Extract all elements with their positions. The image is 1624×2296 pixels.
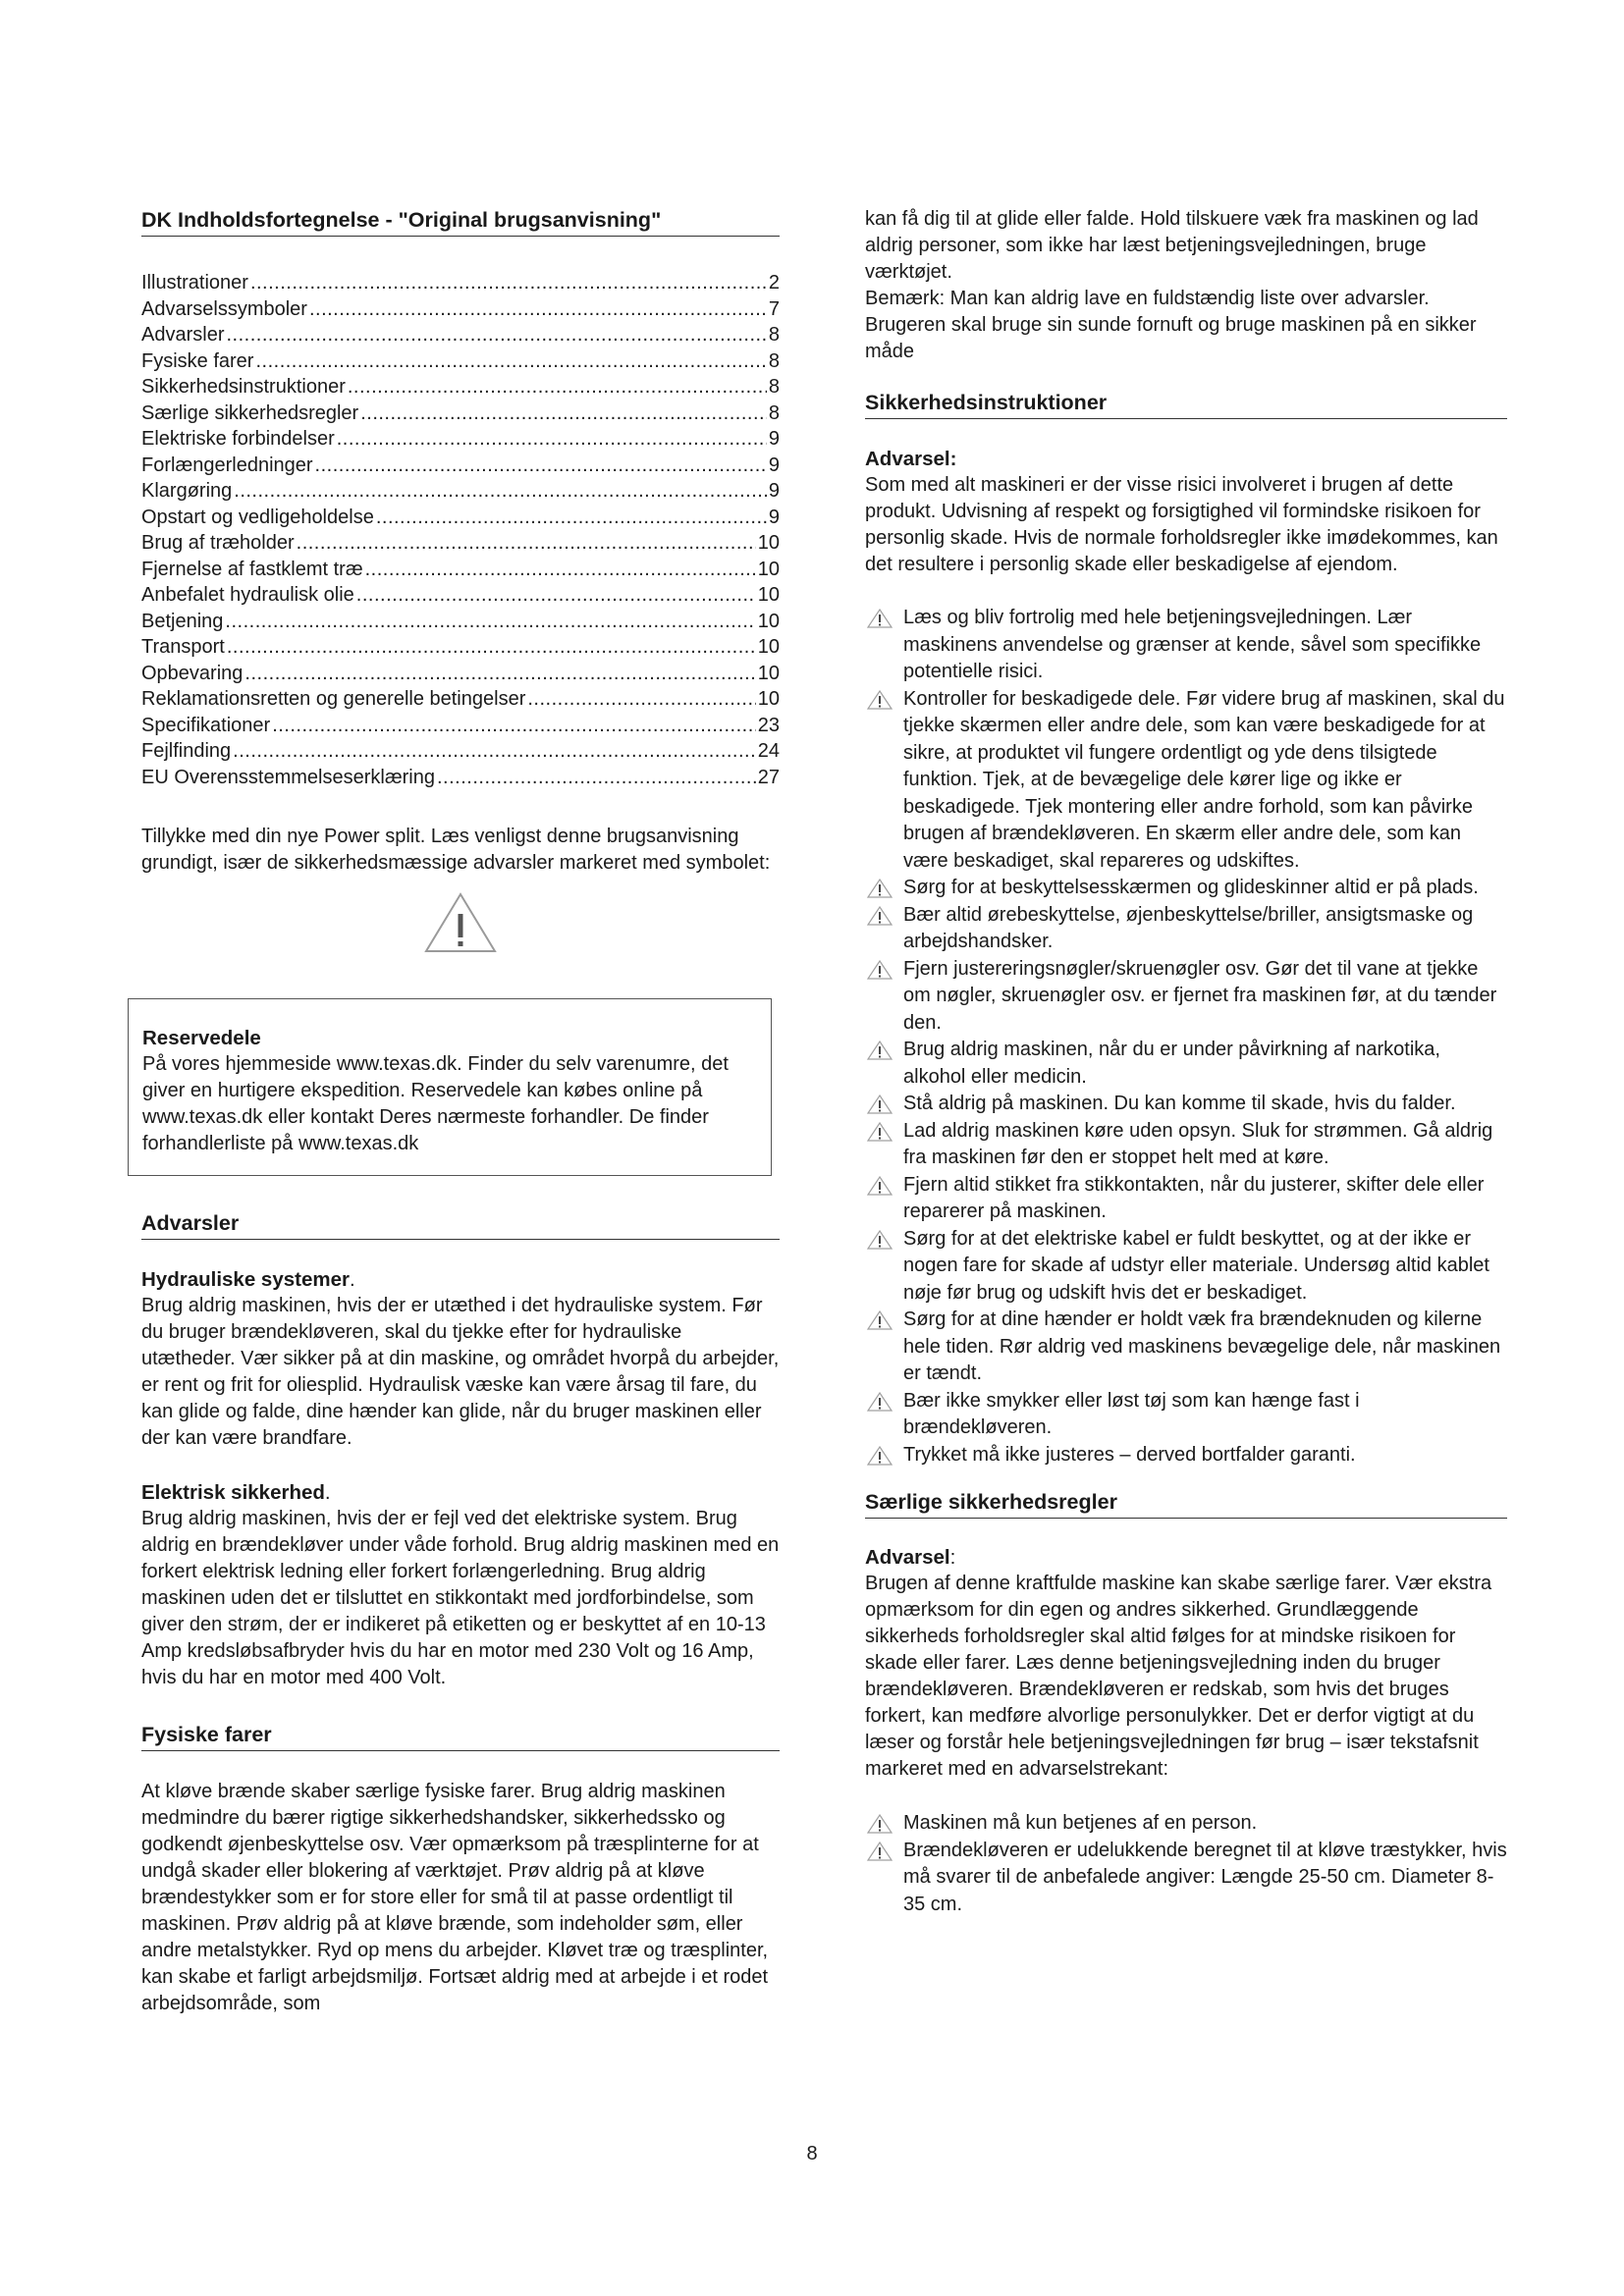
toc-entry-label: EU Overensstemmelseserklæring [141,766,435,788]
safety-item [865,1091,1507,1118]
warning-triangle-icon [865,690,894,710]
toc-dot-leader [225,609,755,635]
toc-entry-page: 7 [768,297,780,320]
warning-triangle-icon [865,1176,894,1196]
toc-entry-label: Opstart og vedligeholdelse [141,506,374,528]
toc-entry-page: 10 [757,610,780,632]
safety-item [865,1172,1507,1226]
spare-parts-box [128,998,772,1176]
toc-dot-leader [297,530,756,557]
safety-item [865,1388,1507,1442]
toc-entry-label: Opbevaring [141,662,244,684]
safety-item-text: Sørg for at dine hænder er holdt væk fra brændeknuden og kilerne hele tiden. Rør aldrig ved maskinens bevægelige dele, når maskinen er tændt. [903,1308,1501,1384]
toc-dot-leader [250,270,767,296]
toc-dot-leader [255,348,766,375]
safety-list [865,605,1507,1468]
toc-dot-leader [337,426,767,453]
safety-item-text: Brug aldrig maskinen, når du er under påvirkning af narkotika, alkohol eller medicin. [903,1039,1440,1088]
toc-entry [141,609,780,635]
toc-entry-page: 27 [757,766,780,788]
toc-entry-page: 8 [768,349,780,372]
safety-item-text: Sørg for at det elektriske kabel er fuldt beskyttet, og at der ikke er nogen fare for skade af udstyr eller materiale. Undersøg altid kablet nøje før brug og udskift hvis det er beskadiget. [903,1227,1489,1304]
toc-entry-label: Betjening [141,610,224,632]
warning-triangle-icon [865,1095,894,1114]
safety-item-text: Trykket må ikke justeres – derved bortfalder garanti. [903,1443,1356,1466]
toc-entry-page: 8 [768,401,780,424]
toc-list [141,270,780,790]
toc-entry-page: 9 [768,428,780,450]
warning-triangle-icon [865,1041,894,1060]
warning-triangle-icon [865,906,894,926]
safety-warning-label: Advarsel: [865,448,957,470]
toc-entry [141,374,780,400]
toc-entry-label: Særlige sikkerhedsregler [141,401,359,424]
safety-item [865,902,1507,956]
safety-item [865,1226,1507,1308]
toc-dot-leader [244,661,755,687]
hydraulic-body: Brug aldrig maskinen, hvis der er utæthed i det hydrauliske system. Før du bruger brændekløveren, skal du tjekke efter for hydrauliske utætheder. Vær sikker på at din maskine, og området hvorpå du arbejder, er rent og frit for oliesplid. Hydraulisk væske kan være årsag til fare, du kan glide og falde, dine hænder kan glide, når du bruger maskinen eller der kan være brandfare. [141,1295,780,1449]
toc-entry-page: 8 [768,376,780,398]
electric-title: Elektrisk sikkerhed [141,1481,325,1504]
warning-triangle-icon [865,1392,894,1412]
warning-triangle-icon [865,1814,894,1834]
safety-item [865,1037,1507,1091]
safety-item-text: Læs og bliv fortrolig med hele betjeningsvejledningen. Lær maskinens anvendelse og grænser at kende, såvel som specifikke potentielle risici. [903,607,1482,682]
special-item-text: Brændekløveren er udelukkende beregnet til at kløve træstykker, hvis må svarer til de anbefalede angiver: Længde 25-50 cm. Diameter 8-35 cm. [903,1839,1507,1915]
toc-entry-page: 10 [757,584,780,606]
toc-dot-leader [360,400,767,427]
hydraulic-heading: Hydrauliske systemer. [141,1268,355,1291]
warning-triangle-icon [865,960,894,980]
toc-dot-leader [437,765,756,791]
toc-entry-label: Advarsler [141,324,225,346]
toc-entry-page: 10 [757,636,780,658]
toc-entry-page: 10 [757,688,780,710]
toc-entry-page: 9 [768,506,780,528]
toc-entry-label: Fysiske farer [141,349,254,372]
warning-triangle-icon [423,890,498,955]
toc-entry [141,765,780,791]
toc-entry [141,270,780,296]
warning-triangle-icon [865,1446,894,1466]
safety-item [865,1307,1507,1388]
warning-symbol [141,890,780,959]
toc-entry-label: Elektriske forbindelser [141,428,335,450]
toc-dot-leader [356,582,756,609]
safety-item-text: Sørg for at beskyttelsesskærmen og glideskinner altid er på plads. [903,877,1479,898]
toc-title: DK Indholdsfortegnelse - "Original brugsanvisning" [141,206,780,237]
safety-item-text: Fjern altid stikket fra stikkontakten, når du justerer, skifter dele eller reparerer på maskinen. [903,1173,1485,1222]
toc-entry [141,348,780,375]
safety-item [865,1118,1507,1172]
toc-dot-leader [233,738,756,765]
toc-entry-page: 2 [768,272,780,294]
toc-entry-page: 8 [768,324,780,346]
special-title: Særlige sikkerhedsregler [865,1488,1507,1519]
safety-item-text: Bær ikke smykker eller løst tøj som kan hænge fast i brændekløveren. [903,1389,1360,1438]
toc-entry-page: 10 [757,532,780,554]
warning-triangle-icon [865,1842,894,1861]
electric-heading: Elektrisk sikkerhed. [141,1481,331,1504]
spare-parts-body: På vores hjemmeside www.texas.dk. Finder du selv varenumre, det giver en hurtigere ekspedition. Reservedele kan købes online på www.texas.dk eller kontakt Deres nærmeste forhandler. De finder forhandlerliste på www.texas.dk [142,1053,729,1154]
toc-entry-page: 24 [757,740,780,762]
electric-body: Brug aldrig maskinen, hvis der er fejl ved det elektriske system. Brug aldrig en brændekløver under våde forhold. Brug aldrig maskinen med en forkert elektrisk ledning eller forkert forlængerledning. Brug aldrig maskinen uden det er tilsluttet en stikkontakt med jordforbindelse, som giver den strøm, der er indikeret på etiketten og er beskyttet af en 10-13 Amp kredsløbsafbryder hvis du har en motor med 230 Volt og 16 Amp, hvis du har en motor med 400 Volt. [141,1508,780,1688]
special-item-text: Maskinen må kun betjenes af en person. [903,1812,1258,1834]
toc-entry-page: 10 [757,558,780,580]
safety-intro: Som med alt maskineri er der visse risici involveret i brugen af dette produkt. Udvisning af respekt og forsigtighed vil formindske risikoen for personlig skade. Hvis de normale forholdsregler ikke imødekommes, kan det resultere i personlig skade eller beskadigelse af ejendom. [865,474,1498,575]
safety-item [865,1442,1507,1469]
toc-entry-page: 10 [757,662,780,684]
toc-entry [141,713,780,739]
toc-entry-label: Advarselssymboler [141,297,307,320]
special-warning-label: Advarsel [865,1546,950,1569]
warning-triangle-icon [865,609,894,628]
special-item [865,1810,1507,1838]
left-column [141,206,780,2017]
toc-dot-leader [227,634,756,661]
toc-dot-leader [365,557,756,583]
toc-entry-label: Specifikationer [141,714,271,736]
special-warning-heading: Advarsel: [865,1546,956,1569]
toc-dot-leader [376,505,767,531]
toc-dot-leader [527,686,755,713]
warning-triangle-icon [865,1122,894,1142]
warnings-title: Advarsler [141,1209,780,1240]
toc-entry-label: Fejlfinding [141,740,232,762]
toc-entry [141,426,780,453]
warning-triangle-icon [865,879,894,898]
hydraulic-title: Hydrauliske systemer [141,1268,350,1291]
physical-body: At kløve brænde skaber særlige fysiske farer. Brug aldrig maskinen medmindre du bærer rigtige sikkerhedshandsker, sikkerhedssko og godkendt øjenbeskyttelse osv. Vær opmærksom på træsplinterne for at undgå skader eller blokering af værktøjet. Prøv aldrig på at kløve brændestykker som er for store eller for små til at passe ordentligt til maskinen. Prøv aldrig på at kløve brænde, som indeholder søm, eller andre metalstykker. Ryd op mens du arbejder. Kløvet træ og træsplinter, kan skabe et farligt arbejdsmiljø. Fortsæt aldrig med at arbejde i et rodet arbejdsområde, som [141,1781,769,2014]
toc-entry-label: Anbefalet hydraulisk olie [141,584,354,606]
safety-item [865,686,1507,876]
toc-entry [141,661,780,687]
special-item [865,1838,1507,1919]
safety-item-text: Kontroller for beskadigede dele. Før videre brug af maskinen, skal du tjekke skærmen eller andre dele, som kan være beskadigede for at sikre, at produktet vil fungere ordentligt og yde dens tilsigtede funktion. Tjek, at de bevægelige dele kører lige og ikke er beskadigede. Tjek montering eller andre forhold, som kan påvirke brugen af brændekløveren. En skærm eller andre dele, som kan være beskadiget, skal repareres og udskiftes. [903,687,1505,872]
toc-entry-label: Illustrationer [141,272,248,294]
toc-entry [141,322,780,348]
toc-entry-label: Fjernelse af fastklemt træ [141,558,363,580]
toc-dot-leader [309,296,767,323]
toc-entry [141,478,780,505]
toc-entry [141,634,780,661]
toc-entry-label: Brug af træholder [141,532,295,554]
toc-entry [141,738,780,765]
warning-triangle-icon [865,1230,894,1250]
toc-entry [141,505,780,531]
safety-item [865,956,1507,1038]
toc-dot-leader [348,374,767,400]
spare-parts-title: Reservedele [142,1027,261,1049]
toc-dot-leader [272,713,756,739]
safety-item-text: Lad aldrig maskinen køre uden opsyn. Sluk for strømmen. Gå aldrig fra maskinen før den er stoppet helt med at køre. [903,1119,1493,1168]
toc-entry [141,686,780,713]
safety-title: Sikkerhedsinstruktioner [865,389,1507,419]
special-body: Brugen af denne kraftfulde maskine kan skabe særlige farer. Vær ekstra opmærksom for din egen og andres sikkerhed. Grundlæggende sikkerheds forholdsregler skal altid følges for at mindske risikoen for skade eller farer. Læs denne betjeningsvejledning inden du bruger brændekløveren. Brændekløveren er redskab, som hvis det bruges forkert, kan medføre alvorlige personulykker. Det er derfor vigtigt at du læser og forstår hele betjeningsvejledningen før brug – især tekstafsnit markeret med en advarselstrekant: [865,1573,1492,1780]
toc-entry-label: Sikkerhedsinstruktioner [141,376,346,398]
toc-entry [141,530,780,557]
toc-entry-page: 23 [757,714,780,736]
toc-entry-page: 9 [768,454,780,476]
toc-entry [141,557,780,583]
safety-item [865,875,1507,902]
safety-item-text: Bær altid ørebeskyttelse, øjenbeskyttelse/briller, ansigtsmaske og arbejdshandsker. [903,903,1474,952]
toc-entry-label: Forlængerledninger [141,454,313,476]
safety-item [865,605,1507,686]
toc-entry [141,296,780,323]
warning-triangle-icon [865,1310,894,1330]
toc-entry [141,453,780,479]
physical-title: Fysiske farer [141,1721,780,1751]
toc-entry-page: 9 [768,480,780,502]
toc-entry-label: Transport [141,636,225,658]
safety-item-text: Stå aldrig på maskinen. Du kan komme til skade, hvis du falder. [903,1093,1456,1114]
toc-entry [141,400,780,427]
right-column [865,206,1507,1918]
toc-dot-leader [226,322,766,348]
intro-text: Tillykke med din nye Power split. Læs venligst denne brugsanvisning grundigt, især de sikkerhedsmæssige advarsler markeret med symbolet: [141,826,771,874]
toc-dot-leader [234,478,767,505]
toc-entry [141,582,780,609]
toc-entry-label: Klargøring [141,480,233,502]
note-text: Bemærk: Man kan aldrig lave en fuldstændig liste over advarsler. Brugeren skal bruge sin sunde fornuft og bruge maskinen på en sikker måde [865,288,1477,362]
toc-dot-leader [315,453,767,479]
special-list [865,1810,1507,1918]
toc-entry-label: Reklamationsretten og generelle betingelser [141,688,526,710]
continuation-text: kan få dig til at glide eller falde. Hold tilskuere væk fra maskinen og lad aldrig personer, som ikke har læst betjeningsvejledningen, bruge værktøjet. [865,208,1479,283]
safety-item-text: Fjern justereringsnøgler/skruenøgler osv. Gør det til vane at tjekke om nøgler, skruenøgler osv. er fjernet fra maskinen før, at du tænder den. [903,957,1497,1034]
page-number: 8 [806,2143,818,2164]
